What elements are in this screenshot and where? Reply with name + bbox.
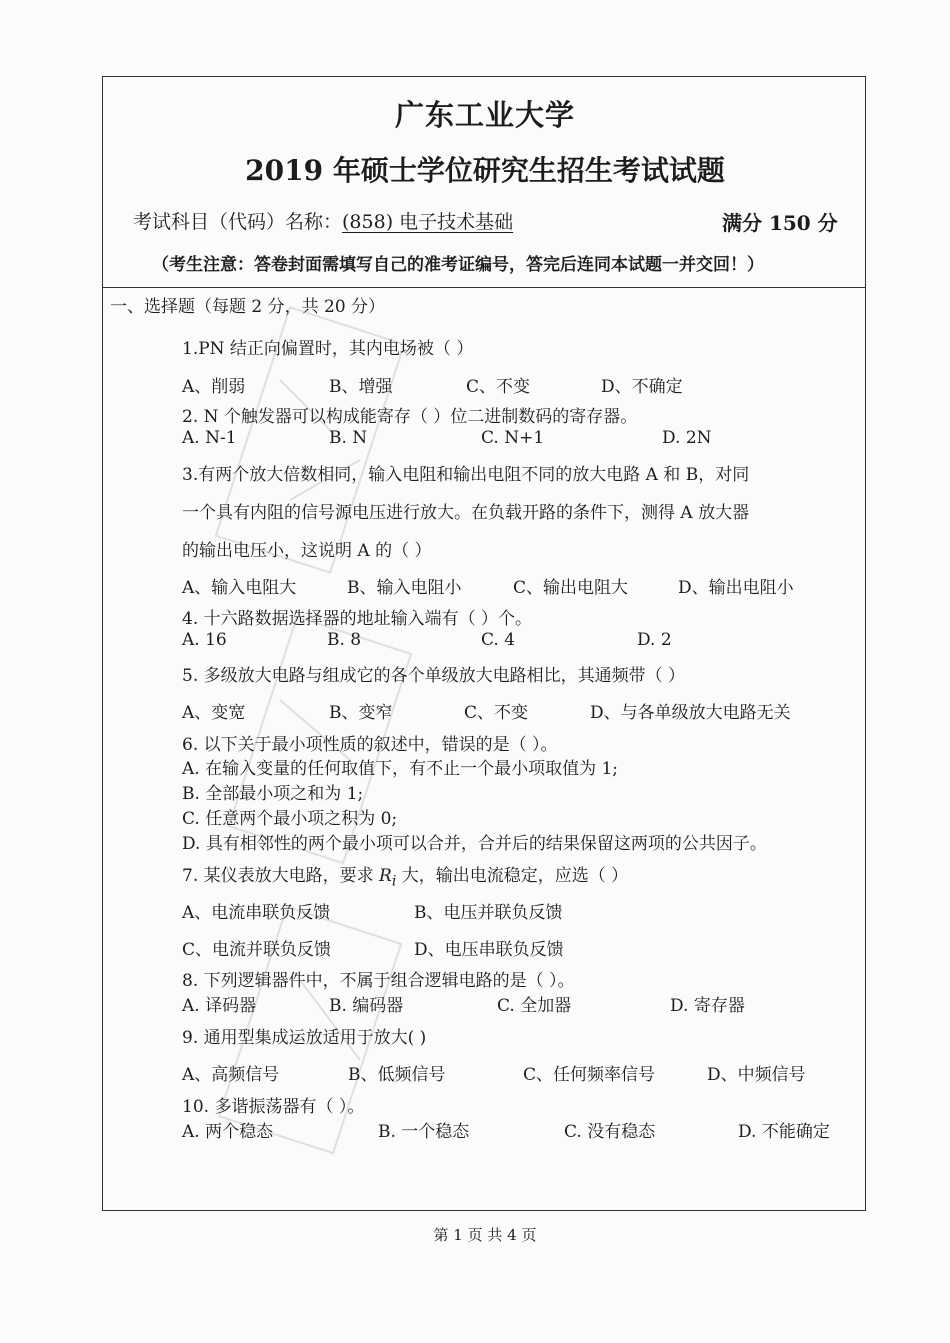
header-divider xyxy=(102,287,866,288)
option-b: B. 编码器 xyxy=(329,996,404,1016)
full-score: 满分 150 分 xyxy=(722,211,838,235)
option-b: B. N xyxy=(329,428,368,448)
question-stem: 9. 通用型集成运放适用于放大( ) xyxy=(182,1028,427,1048)
question-stem: 10. 多谐振荡器有（ ）。 xyxy=(182,1097,365,1117)
option-b: B、变窄 xyxy=(329,703,393,723)
option-a: A. 译码器 xyxy=(182,996,257,1016)
option-d: D. 寄存器 xyxy=(670,996,745,1016)
option-b: B、电压并联负反馈 xyxy=(414,903,563,923)
option-a: A. N-1 xyxy=(182,428,237,448)
option-a: A、削弱 xyxy=(182,377,246,397)
question-stem: 8. 下列逻辑器件中，不属于组合逻辑电路的是（ ）。 xyxy=(182,971,575,991)
option-d: D、与各单级放大电路无关 xyxy=(590,703,791,723)
option-a: A. 在输入变量的任何取值下，有不止一个最小项取值为 1; xyxy=(182,759,619,779)
option-c: C. 任意两个最小项之积为 0; xyxy=(182,809,398,829)
exam-title: 2019 年硕士学位研究生招生考试试题 xyxy=(245,154,725,187)
option-b: B. 一个稳态 xyxy=(378,1122,470,1142)
option-c: C. 没有稳态 xyxy=(564,1122,656,1142)
option-b: B、增强 xyxy=(329,377,393,397)
option-d: D. 2 xyxy=(637,630,672,650)
option-d: D、电压串联负反馈 xyxy=(414,940,564,960)
question-stem: 3.有两个放大倍数相同，输入电阻和输出电阻不同的放大电路 A 和 B，对同 xyxy=(182,465,750,485)
resistance-subscript: i xyxy=(391,873,397,890)
option-c: C、不变 xyxy=(464,703,529,723)
option-a: A. 两个稳态 xyxy=(182,1122,274,1142)
question-stem xyxy=(182,861,628,889)
option-d: D、不确定 xyxy=(601,377,683,397)
option-a: A、输入电阻大 xyxy=(182,578,297,598)
question-stem: 5. 多级放大电路与组成它的各个单级放大电路相比，其通频带（ ） xyxy=(182,666,686,686)
option-d: D、中频信号 xyxy=(707,1065,806,1085)
option-a: A、高频信号 xyxy=(182,1065,280,1085)
question-stem: 4. 十六路数据选择器的地址输入端有（ ）个。 xyxy=(182,609,533,629)
question-stem: 一个具有内阻的信号源电压进行放大。在负载开路的条件下，测得 A 放大器 xyxy=(182,503,750,523)
option-b: B、输入电阻小 xyxy=(347,578,462,598)
option-c: C. N+1 xyxy=(481,428,545,448)
option-a: A. 16 xyxy=(182,630,227,650)
option-c: C、电流并联负反馈 xyxy=(182,940,332,960)
option-b: B. 全部最小项之和为 1; xyxy=(182,784,364,804)
question-stem: 1.PN 结正向偏置时，其内电场被（ ） xyxy=(182,339,474,359)
question-stem: 的输出电压小，这说明 A 的（ ） xyxy=(182,541,432,561)
stem-suffix: 大，输出电流稳定，应选（ ） xyxy=(396,866,629,886)
page-number: 第 1 页 共 4 页 xyxy=(433,1226,537,1244)
option-d: D. 2N xyxy=(662,428,712,448)
option-b: B. 8 xyxy=(327,630,362,650)
subject-line xyxy=(133,207,513,234)
candidate-notice: （考生注意：答卷封面需填写自己的准考证编号，答完后连同本试题一并交回！） xyxy=(152,255,764,275)
option-a: A、电流串联负反馈 xyxy=(182,903,331,923)
option-c: C、输出电阻大 xyxy=(513,578,629,598)
subject-code-name: (858) 电子技术基础 xyxy=(342,211,514,233)
stem-prefix: 7. 某仪表放大电路，要求 xyxy=(182,866,380,886)
question-stem: 6. 以下关于最小项性质的叙述中，错误的是（ ）。 xyxy=(182,735,558,755)
option-a: A、变宽 xyxy=(182,703,246,723)
option-c: C. 4 xyxy=(481,630,516,650)
resistance-symbol: R xyxy=(379,866,392,886)
option-c: C、任何频率信号 xyxy=(523,1065,656,1085)
option-c: C. 全加器 xyxy=(497,996,572,1016)
option-b: B、低频信号 xyxy=(348,1065,446,1085)
option-d: D. 具有相邻性的两个最小项可以合并，合并后的结果保留这两项的公共因子。 xyxy=(182,834,767,854)
university-title: 广东工业大学 xyxy=(394,98,575,132)
subject-label: 考试科目（代码）名称： xyxy=(133,211,343,233)
option-d: D、输出电阻小 xyxy=(678,578,794,598)
option-c: C、不变 xyxy=(466,377,531,397)
section-title: 一、选择题（每题 2 分，共 20 分） xyxy=(110,297,386,317)
option-d: D. 不能确定 xyxy=(738,1122,830,1142)
question-stem: 2. N 个触发器可以构成能寄存（ ）位二进制数码的寄存器。 xyxy=(182,407,638,427)
